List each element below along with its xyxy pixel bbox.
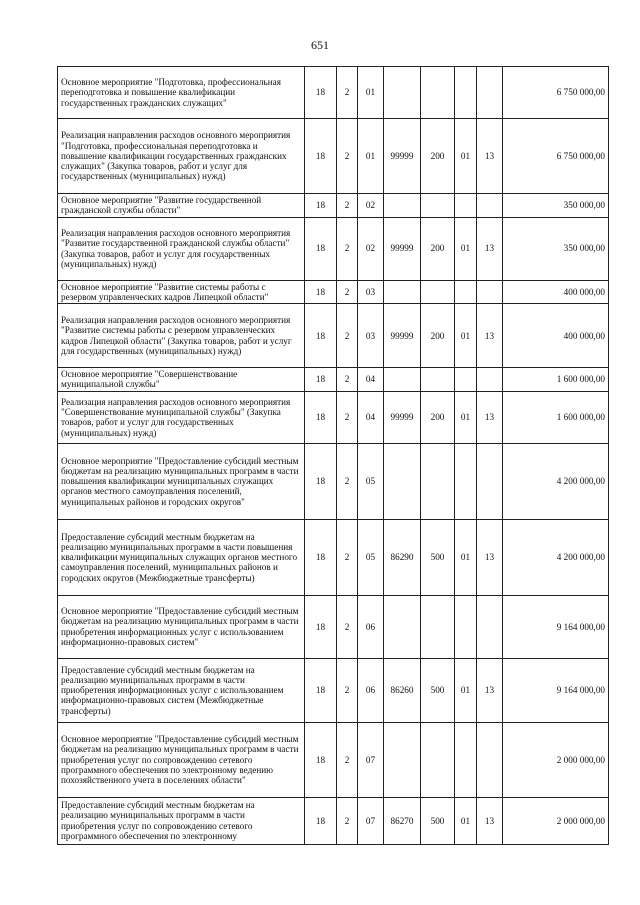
subsection-cell: 13 xyxy=(477,519,503,595)
table-row xyxy=(58,519,609,595)
subprogram-code-cell: 2 xyxy=(337,443,358,519)
section-cell xyxy=(455,595,477,658)
amount-cell: 6 750 000,00 xyxy=(503,119,609,194)
direction-code-cell: 86270 xyxy=(384,797,421,844)
table-row xyxy=(58,443,609,519)
section-cell xyxy=(455,722,477,797)
direction-code-cell: 86290 xyxy=(384,519,421,595)
table-row xyxy=(58,217,609,280)
program-code-cell: 18 xyxy=(305,217,337,280)
program-code-cell: 18 xyxy=(305,658,337,722)
direction-code-cell: 99999 xyxy=(384,391,421,443)
activity-code-cell: 04 xyxy=(358,391,384,443)
subprogram-code-cell: 2 xyxy=(337,658,358,722)
direction-code-cell xyxy=(384,722,421,797)
expense-name-cell: Основное мероприятие "Подготовка, профессиональная переподготовка и повышение квалификации государственных гражданских служащих" xyxy=(58,67,305,119)
section-cell xyxy=(455,443,477,519)
direction-code-cell: 99999 xyxy=(384,304,421,368)
expense-type-cell: 500 xyxy=(421,519,455,595)
expense-name-cell: Реализация направления расходов основного мероприятия "Подготовка, профессиональная переподготовка и повышение квалификации государственных гражданских служащих" (Закупка товаров, работ и услуг для государственных (муниципальных) нужд) xyxy=(58,119,305,194)
section-cell: 01 xyxy=(455,217,477,280)
amount-cell: 4 200 000,00 xyxy=(503,519,609,595)
expense-type-cell: 200 xyxy=(421,217,455,280)
activity-code-cell: 06 xyxy=(358,595,384,658)
program-code-cell: 18 xyxy=(305,519,337,595)
section-cell: 01 xyxy=(455,391,477,443)
program-code-cell: 18 xyxy=(305,391,337,443)
section-cell xyxy=(455,194,477,218)
direction-code-cell xyxy=(384,67,421,119)
subsection-cell: 13 xyxy=(477,797,503,844)
table-row xyxy=(58,658,609,722)
program-code-cell: 18 xyxy=(305,67,337,119)
expense-type-cell: 200 xyxy=(421,391,455,443)
subsection-cell xyxy=(477,368,503,392)
activity-code-cell: 04 xyxy=(358,368,384,392)
amount-cell: 350 000,00 xyxy=(503,217,609,280)
section-cell: 01 xyxy=(455,304,477,368)
program-code-cell: 18 xyxy=(305,194,337,218)
table-row xyxy=(58,119,609,194)
expense-name-cell: Основное мероприятие "Совершенствование муниципальной службы" xyxy=(58,368,305,392)
subprogram-code-cell: 2 xyxy=(337,280,358,304)
expense-type-cell xyxy=(421,368,455,392)
subprogram-code-cell: 2 xyxy=(337,217,358,280)
amount-cell: 1 600 000,00 xyxy=(503,368,609,392)
amount-cell: 2 000 000,00 xyxy=(503,722,609,797)
expense-name-cell: Основное мероприятие "Развитие системы работы с резервом управленческих кадров Липецкой области" xyxy=(58,280,305,304)
amount-cell: 1 600 000,00 xyxy=(503,391,609,443)
program-code-cell: 18 xyxy=(305,368,337,392)
activity-code-cell: 03 xyxy=(358,304,384,368)
subsection-cell xyxy=(477,722,503,797)
subprogram-code-cell: 2 xyxy=(337,119,358,194)
section-cell xyxy=(455,280,477,304)
section-cell xyxy=(455,67,477,119)
section-cell xyxy=(455,368,477,392)
amount-cell: 4 200 000,00 xyxy=(503,443,609,519)
direction-code-cell xyxy=(384,443,421,519)
subsection-cell: 13 xyxy=(477,658,503,722)
program-code-cell: 18 xyxy=(305,119,337,194)
subsection-cell xyxy=(477,280,503,304)
subprogram-code-cell: 2 xyxy=(337,391,358,443)
subsection-cell xyxy=(477,67,503,119)
subprogram-code-cell: 2 xyxy=(337,519,358,595)
activity-code-cell: 02 xyxy=(358,217,384,280)
expense-name-cell: Реализация направления расходов основного мероприятия "Развитие государственной гражданской службы области" (Закупка товаров, работ и услуг для государственных (муниципальных) нужд) xyxy=(58,217,305,280)
amount-cell: 2 000 000,00 xyxy=(503,797,609,844)
program-code-cell: 18 xyxy=(305,304,337,368)
expense-type-cell xyxy=(421,722,455,797)
subprogram-code-cell: 2 xyxy=(337,67,358,119)
table-row xyxy=(58,797,609,844)
expense-type-cell: 200 xyxy=(421,304,455,368)
section-cell: 01 xyxy=(455,797,477,844)
activity-code-cell: 01 xyxy=(358,67,384,119)
activity-code-cell: 05 xyxy=(358,443,384,519)
direction-code-cell xyxy=(384,280,421,304)
expense-type-cell: 500 xyxy=(421,797,455,844)
activity-code-cell: 03 xyxy=(358,280,384,304)
expense-type-cell: 500 xyxy=(421,658,455,722)
expense-type-cell xyxy=(421,280,455,304)
direction-code-cell: 99999 xyxy=(384,119,421,194)
section-cell: 01 xyxy=(455,658,477,722)
expense-type-cell xyxy=(421,194,455,218)
subprogram-code-cell: 2 xyxy=(337,194,358,218)
subsection-cell xyxy=(477,595,503,658)
subprogram-code-cell: 2 xyxy=(337,304,358,368)
budget-table-body xyxy=(58,67,609,845)
activity-code-cell: 02 xyxy=(358,194,384,218)
expense-name-cell: Основное мероприятие "Предоставление субсидий местным бюджетам на реализацию муниципальных программ в части приобретения услуг по сопровождению сетевого программного обеспечения по электронному ведению похозяйственного учета в поселениях области" xyxy=(58,722,305,797)
activity-code-cell: 01 xyxy=(358,119,384,194)
expense-name-cell: Основное мероприятие "Развитие государственной гражданской службы области" xyxy=(58,194,305,218)
table-row xyxy=(58,368,609,392)
expense-name-cell: Реализация направления расходов основного мероприятия "Развитие системы работы с резервом управленческих кадров Липецкой области" (Закупка товаров, работ и услуг для государственных (муниципальных) нужд) xyxy=(58,304,305,368)
expense-name-cell: Реализация направления расходов основного мероприятия "Совершенствование муниципальной службы" (Закупка товаров, работ и услуг для государственных (муниципальных) нужд) xyxy=(58,391,305,443)
subprogram-code-cell: 2 xyxy=(337,368,358,392)
expense-name-cell: Основное мероприятие "Предоставление субсидий местным бюджетам на реализацию муниципальных программ в части повышения квалификации муниципальных служащих органов местного самоуправления поселений, муниципальных районов и городских округов" xyxy=(58,443,305,519)
budget-table xyxy=(57,66,609,845)
program-code-cell: 18 xyxy=(305,722,337,797)
table-row xyxy=(58,280,609,304)
section-cell: 01 xyxy=(455,519,477,595)
subsection-cell: 13 xyxy=(477,217,503,280)
table-row xyxy=(58,722,609,797)
direction-code-cell xyxy=(384,368,421,392)
amount-cell: 400 000,00 xyxy=(503,304,609,368)
subsection-cell: 13 xyxy=(477,119,503,194)
direction-code-cell: 99999 xyxy=(384,217,421,280)
program-code-cell: 18 xyxy=(305,797,337,844)
expense-name-cell: Предоставление субсидий местным бюджетам на реализацию муниципальных программ в части приобретения услуг по сопровождению сетевого программного обеспечения по электронному xyxy=(58,797,305,844)
amount-cell: 9 164 000,00 xyxy=(503,595,609,658)
table-row xyxy=(58,595,609,658)
direction-code-cell: 86260 xyxy=(384,658,421,722)
activity-code-cell: 06 xyxy=(358,658,384,722)
section-cell: 01 xyxy=(455,119,477,194)
activity-code-cell: 07 xyxy=(358,722,384,797)
expense-type-cell: 200 xyxy=(421,119,455,194)
amount-cell: 350 000,00 xyxy=(503,194,609,218)
expense-type-cell xyxy=(421,67,455,119)
expense-name-cell: Основное мероприятие "Предоставление субсидий местным бюджетам на реализацию муниципальных программ в части приобретения информационных услуг с использованием информационно-правовых систем" xyxy=(58,595,305,658)
expense-type-cell xyxy=(421,443,455,519)
activity-code-cell: 05 xyxy=(358,519,384,595)
direction-code-cell xyxy=(384,595,421,658)
subsection-cell: 13 xyxy=(477,391,503,443)
subprogram-code-cell: 2 xyxy=(337,595,358,658)
activity-code-cell: 07 xyxy=(358,797,384,844)
expense-name-cell: Предоставление субсидий местным бюджетам на реализацию муниципальных программ в части приобретения информационных услуг с использованием информационно-правовых систем (Межбюджетные трансферты) xyxy=(58,658,305,722)
program-code-cell: 18 xyxy=(305,280,337,304)
subprogram-code-cell: 2 xyxy=(337,797,358,844)
table-row xyxy=(58,304,609,368)
table-row xyxy=(58,194,609,218)
direction-code-cell xyxy=(384,194,421,218)
subprogram-code-cell: 2 xyxy=(337,722,358,797)
table-row xyxy=(58,67,609,119)
subsection-cell xyxy=(477,194,503,218)
subsection-cell xyxy=(477,443,503,519)
program-code-cell: 18 xyxy=(305,595,337,658)
table-row xyxy=(58,391,609,443)
amount-cell: 9 164 000,00 xyxy=(503,658,609,722)
amount-cell: 400 000,00 xyxy=(503,280,609,304)
subsection-cell: 13 xyxy=(477,304,503,368)
amount-cell: 6 750 000,00 xyxy=(503,67,609,119)
expense-type-cell xyxy=(421,595,455,658)
expense-name-cell: Предоставление субсидий местным бюджетам на реализацию муниципальных программ в части повышения квалификации муниципальных служащих органов местного самоуправления поселений, муниципальных районов и городских округов (Межбюджетные трансферты) xyxy=(58,519,305,595)
page-number: 651 xyxy=(311,38,329,52)
program-code-cell: 18 xyxy=(305,443,337,519)
